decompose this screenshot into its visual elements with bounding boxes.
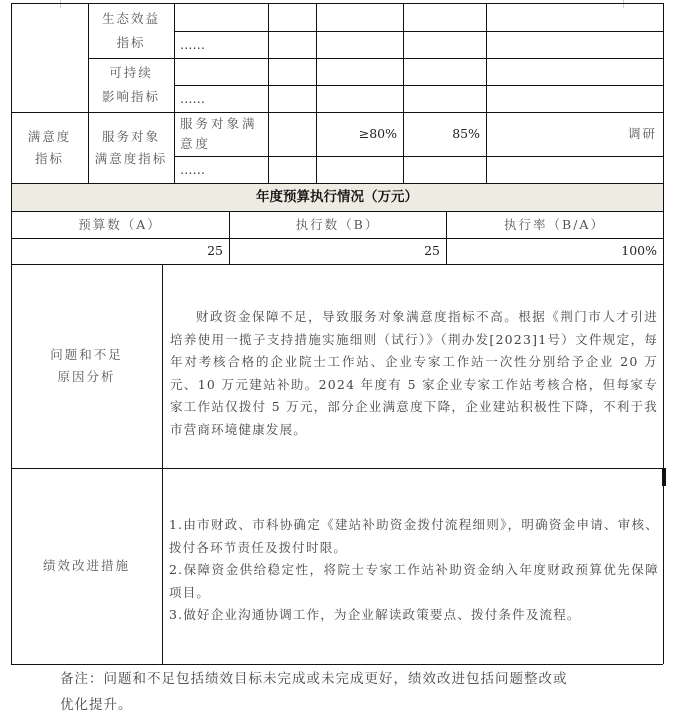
measure-item: 3.做好企业沟通协调工作，为企业解读政策要点、拨付条件及流程。 bbox=[169, 607, 581, 622]
label-line: 影响指标 bbox=[101, 89, 160, 104]
target-value-cell: ≥80% bbox=[358, 126, 397, 141]
budget-value-b: 25 bbox=[424, 243, 440, 258]
primary-indicator-satisfaction bbox=[11, 112, 88, 183]
label-line: 满意度 bbox=[27, 128, 72, 144]
label-line: 满意度指标 bbox=[94, 150, 168, 166]
measure-item: 1.由市财政、市科协确定《建站补助资金拨付流程细则》，明确资金申请、审核、拨付各环节责任及拨付时限。 bbox=[169, 517, 659, 555]
label-line: 问题和不足 bbox=[50, 347, 123, 362]
indicator-name-cell: …… bbox=[180, 161, 205, 177]
label-line: 指标 bbox=[34, 150, 64, 166]
budget-title: 年度预算执行情况（万元） bbox=[256, 189, 418, 205]
secondary-indicator-service-satisfaction bbox=[88, 112, 174, 183]
secondary-indicator-ecological bbox=[88, 3, 174, 58]
budget-value-a: 25 bbox=[207, 243, 223, 258]
problems-label bbox=[11, 264, 162, 468]
footnote bbox=[60, 666, 660, 718]
page-corner-mark bbox=[60, 0, 61, 8]
label-line: 意度 bbox=[180, 136, 212, 151]
problems-text: 财政资金保障不足，导致服务对象满意度指标不高。根据《荆门市人才引进培养使用一揽子支持措施实施细则（试行）》（荆办发[2023]1号）文件规定，每年对考核合格的企业院士工作站、企业专家工作站一次性分别给予企业 20 万元、10 万元建站补助。2024 年度有 5 家企业专家工作站考核合格，但每家专家工作站仅拨付 5 万元，部分企业满意度下降，企业建站积极性下降，不利于我市营商环境健康发展。 bbox=[170, 309, 658, 437]
label-line: 服务对象 bbox=[101, 128, 160, 144]
indicator-name-cell bbox=[174, 112, 268, 156]
indicator-name-cell: …… bbox=[180, 90, 205, 106]
budget-header-a: 预算数（A） bbox=[78, 216, 162, 232]
footnote-line: 备注：问题和不足包括绩效目标未完成或未完成更好，绩效改进包括问题整改或 bbox=[60, 671, 568, 687]
page-corner-mark bbox=[623, 0, 624, 8]
measure-item: 2.保障资金供给稳定性，将院士专家工作站补助资金纳入年度财政预算优先保障项目。 bbox=[169, 562, 659, 600]
label-line: 可持续 bbox=[109, 65, 153, 80]
measures-label: 绩效改进措施 bbox=[42, 558, 130, 573]
measures-list bbox=[169, 514, 659, 627]
label-line: 生态效益 bbox=[101, 10, 160, 26]
indicator-name-cell: …… bbox=[180, 36, 205, 52]
secondary-indicator-sustainable bbox=[88, 58, 174, 112]
actual-value-cell: 85% bbox=[452, 126, 480, 141]
budget-value-rate: 100% bbox=[621, 243, 657, 258]
footnote-line: 优化提升。 bbox=[60, 697, 133, 713]
note-cell: 调研 bbox=[627, 126, 657, 141]
label-line: 指标 bbox=[116, 34, 146, 50]
label-line: 原因分析 bbox=[57, 369, 116, 384]
table-edge-mark bbox=[662, 468, 666, 486]
budget-header-rate: 执行率（B/A） bbox=[504, 216, 605, 232]
budget-header-b: 执行数（B） bbox=[295, 216, 380, 232]
label-line: 服务对象满 bbox=[180, 116, 258, 131]
